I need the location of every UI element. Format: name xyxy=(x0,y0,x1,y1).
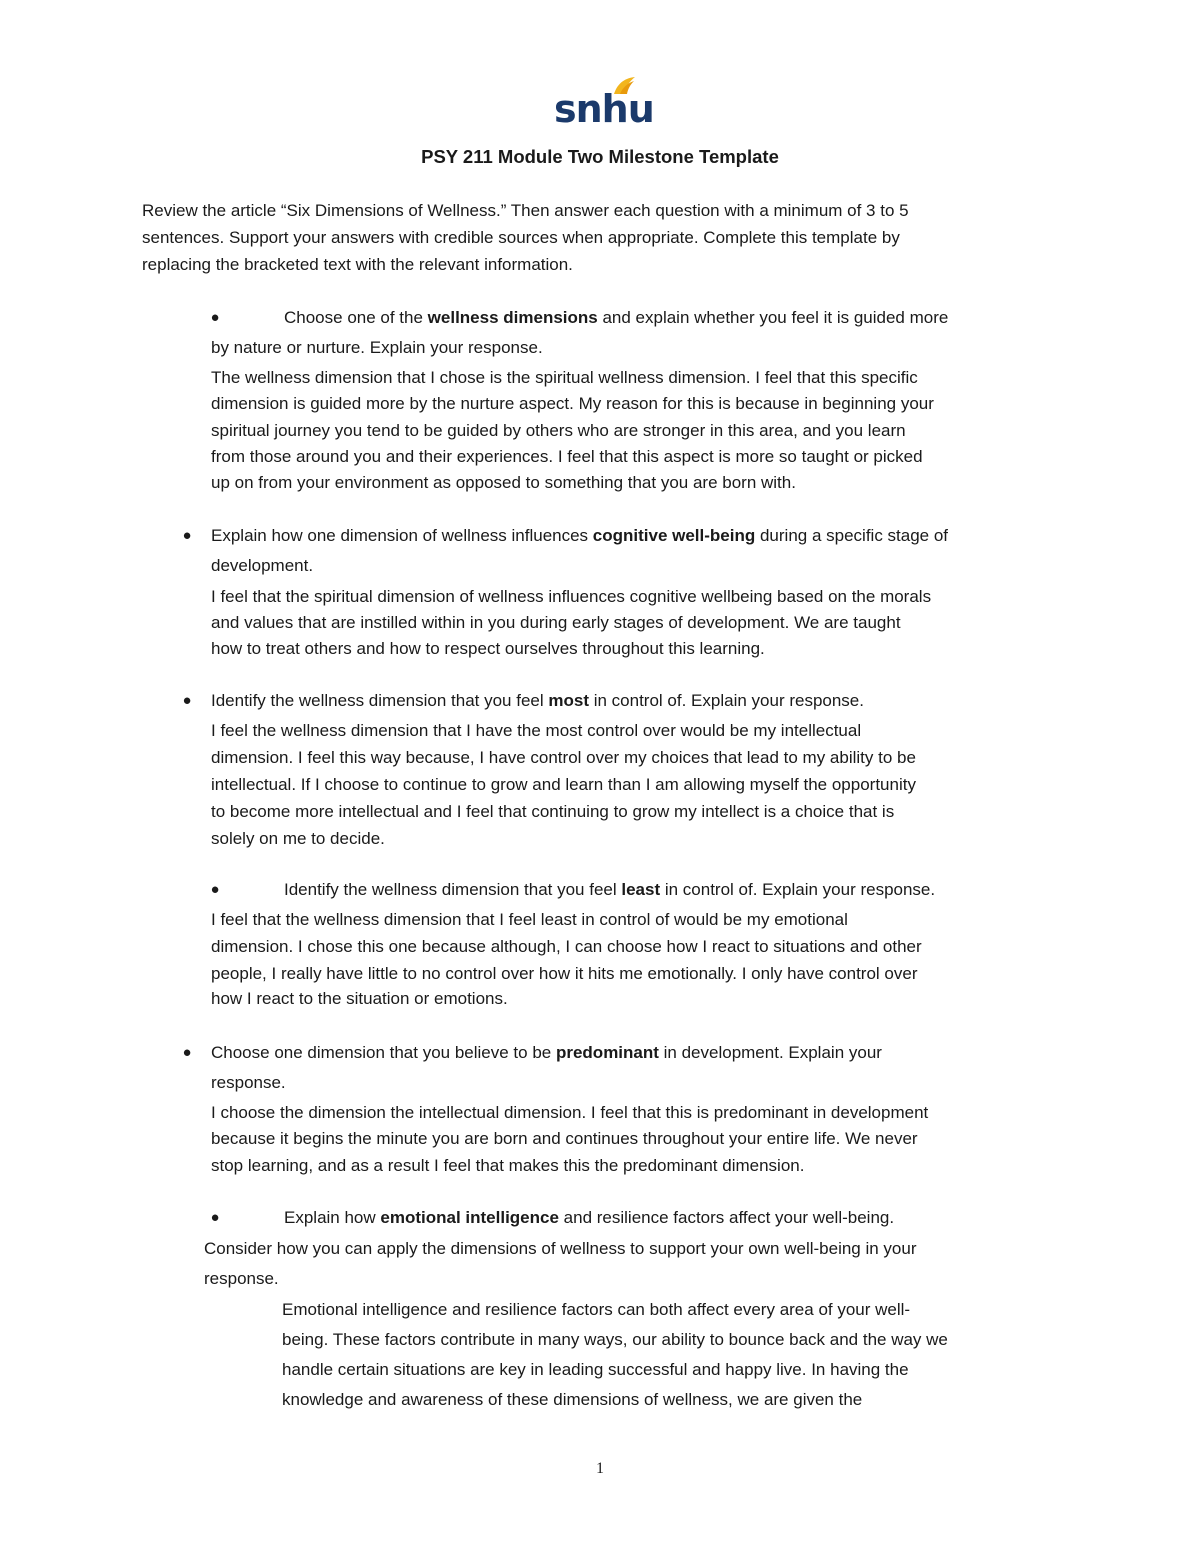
answer-1-line-5: up on from your environment as opposed to something that you are born with. xyxy=(211,473,796,492)
answer-4-line-4: how I react to the situation or emotions. xyxy=(211,989,508,1008)
intro-line-2: sentences. Support your answers with credible sources when appropriate. Complete this template by xyxy=(142,228,900,247)
answer-5-line-2: because it begins the minute you are born and continues throughout your entire life. We never xyxy=(211,1129,918,1148)
answer-6-line-2: being. These factors contribute in many ways, our ability to bounce back and the way we xyxy=(282,1330,948,1349)
answer-2-line-3: how to treat others and how to respect ourselves throughout this learning. xyxy=(211,639,765,658)
answer-3-line-3: intellectual. If I choose to continue to grow and learn than I am allowing myself the opportunity xyxy=(211,775,916,794)
question-3: Identify the wellness dimension that you feel most in control of. Explain your response. xyxy=(211,691,864,710)
answer-3-line-1: I feel the wellness dimension that I have the most control over would be my intellectual xyxy=(211,721,862,740)
page-title: PSY 211 Module Two Milestone Template xyxy=(421,146,779,167)
question-4: Identify the wellness dimension that you feel least in control of. Explain your response. xyxy=(284,880,936,899)
answer-3-line-5: solely on me to decide. xyxy=(211,829,385,848)
bullet-icon: ● xyxy=(182,692,192,709)
answer-5-line-1: I choose the dimension the intellectual dimension. I feel that this is predominant in development xyxy=(211,1103,929,1122)
answer-3-line-2: dimension. I feel this way because, I have control over my choices that lead to my ability to be xyxy=(211,748,916,767)
logo-text: snhu xyxy=(554,87,654,131)
page-number: 1 xyxy=(596,1460,604,1477)
answer-2-line-1: I feel that the spiritual dimension of wellness influences cognitive wellbeing based on the morals xyxy=(211,587,932,606)
answer-4-line-3: people, I really have little to no control over how it hits me emotionally. I only have control over xyxy=(211,964,918,983)
answer-4-line-1: I feel that the wellness dimension that I feel least in control of would be my emotional xyxy=(211,910,848,929)
intro-line-1: Review the article “Six Dimensions of Wellness.” Then answer each question with a minimum of 3 to 5 xyxy=(142,201,909,220)
question-5: Choose one dimension that you believe to be predominant in development. Explain your xyxy=(211,1043,882,1062)
bullet-icon: ● xyxy=(182,1044,192,1061)
answer-3-line-4: to become more intellectual and I feel that continuing to grow my intellect is a choice that is xyxy=(211,802,895,821)
question-2: Explain how one dimension of wellness influences cognitive well-being during a specific stage of xyxy=(211,526,949,545)
intro-line-3: replacing the bracketed text with the relevant information. xyxy=(142,255,573,274)
bullet-icon: ● xyxy=(210,881,220,898)
question-1: Choose one of the wellness dimensions and explain whether you feel it is guided more xyxy=(284,308,949,327)
question-2-cont: development. xyxy=(211,556,314,575)
snhu-logo xyxy=(554,76,654,132)
answer-1-line-2: dimension is guided more by the nurture aspect. My reason for this is because in beginning your xyxy=(211,394,934,413)
bullet-icon: ● xyxy=(210,1209,220,1226)
bullet-icon: ● xyxy=(210,309,220,326)
answer-5-line-3: stop learning, and as a result I feel that makes this the predominant dimension. xyxy=(211,1156,805,1175)
answer-2-line-2: and values that are instilled within in you during early stages of development. We are taught xyxy=(211,613,901,632)
question-6-cont-1: Consider how you can apply the dimensions of wellness to support your own well-being in your xyxy=(204,1239,917,1258)
answer-1-line-1: The wellness dimension that I chose is the spiritual wellness dimension. I feel that this specific xyxy=(211,368,918,387)
bullet-icon: ● xyxy=(182,527,192,544)
answer-6-line-4: knowledge and awareness of these dimensions of wellness, we are given the xyxy=(282,1390,863,1409)
answer-4-line-2: dimension. I chose this one because although, I can choose how I react to situations and other xyxy=(211,937,922,956)
question-1-cont: by nature or nurture. Explain your response. xyxy=(211,338,543,357)
question-6-cont-2: response. xyxy=(204,1269,279,1288)
answer-6-line-3: handle certain situations are key in leading successful and happy live. In having the xyxy=(282,1360,909,1379)
answer-1-line-4: from those around you and their experiences. I feel that this aspect is more so taught or picked xyxy=(211,447,923,466)
answer-6-line-1: Emotional intelligence and resilience factors can both affect every area of your well- xyxy=(282,1300,911,1319)
question-6: Explain how emotional intelligence and resilience factors affect your well-being. xyxy=(284,1208,895,1227)
answer-1-line-3: spiritual journey you tend to be guided by others who are stronger in this area, and you learn xyxy=(211,421,906,440)
question-5-cont: response. xyxy=(211,1073,286,1092)
